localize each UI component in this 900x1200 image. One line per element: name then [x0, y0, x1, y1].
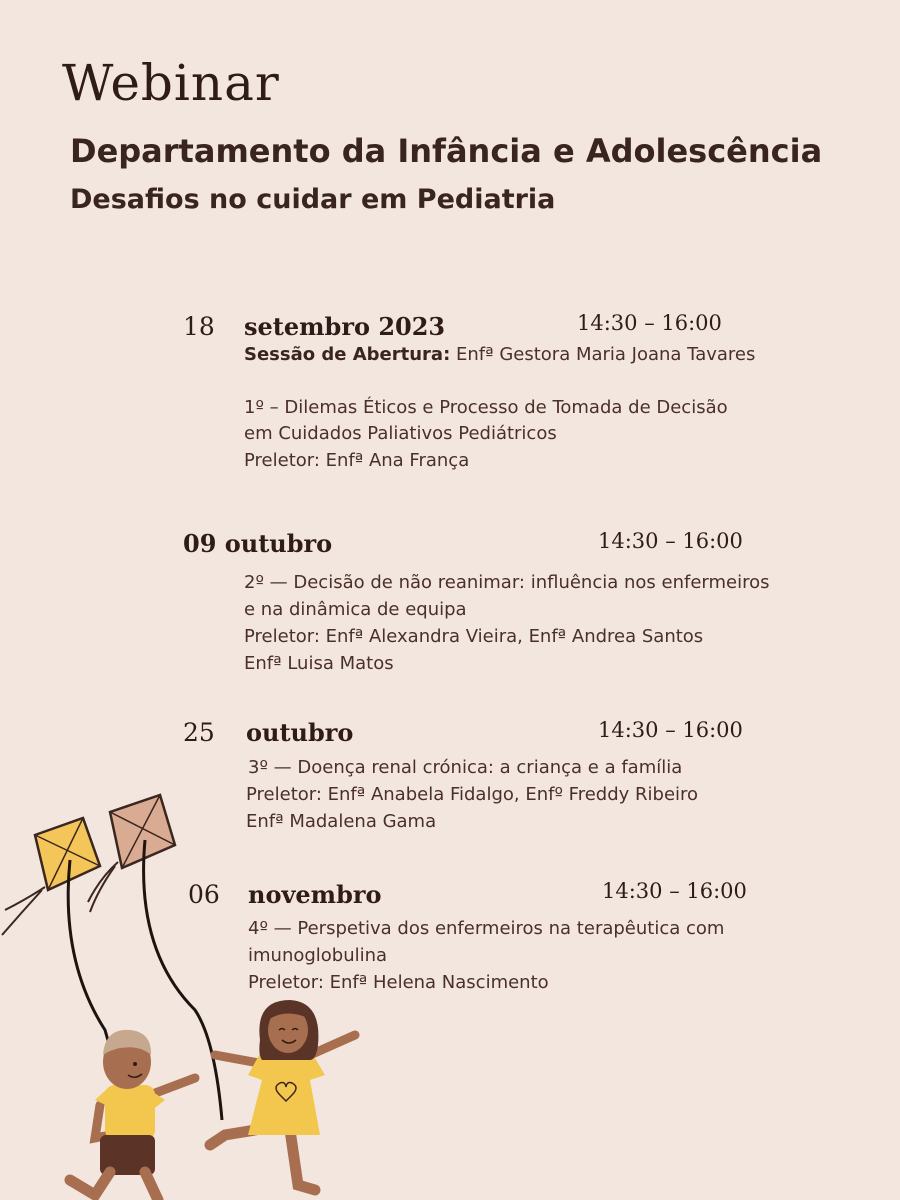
opening-line — [244, 341, 755, 368]
department-heading: Departamento da Infância e Adolescência — [70, 132, 823, 170]
theme-heading: Desafios no cuidar em Pediatria — [70, 184, 556, 215]
session-topic-line: 2º — Decisão de não reanimar: influência nos enfermeiros — [244, 572, 770, 593]
session-speaker-line: Enfª Madalena Gama — [246, 811, 437, 832]
session-date: 09 outubro — [183, 529, 333, 558]
session-speaker-line: Preletor: Enfª Helena Nascimento — [248, 972, 549, 993]
session-month: setembro 2023 — [244, 312, 446, 341]
girl-figure — [210, 1000, 355, 1190]
session-time: 14:30 – 16:00 — [577, 311, 722, 335]
session-day: 18 — [183, 312, 215, 341]
session-speaker-line: Preletor: Enfª Ana França — [244, 450, 470, 471]
session-topic-line: 4º — Perspetiva dos enfermeiros na terapêutica com — [248, 918, 725, 939]
session-time: 14:30 – 16:00 — [602, 879, 747, 903]
session-day: 25 — [183, 718, 215, 747]
session-speaker-line: Preletor: Enfª Alexandra Vieira, Enfª Andrea Santos — [244, 626, 704, 647]
session-topic-line: 1º – Dilemas Éticos e Processo de Tomada de Decisão — [244, 397, 728, 418]
opening-speaker: Enfª Gestora Maria Joana Tavares — [450, 344, 756, 365]
session-month: novembro — [248, 880, 382, 909]
session-time: 14:30 – 16:00 — [598, 529, 743, 553]
session-month: outubro — [246, 718, 354, 747]
page-title: Webinar — [62, 54, 280, 112]
boy-figure — [70, 1030, 195, 1200]
session-speaker-line: Enfª Luisa Matos — [244, 653, 394, 674]
session-day: 06 — [188, 880, 220, 909]
session-time: 14:30 – 16:00 — [598, 718, 743, 742]
session-topic-line: em Cuidados Paliativos Pediátricos — [244, 423, 557, 444]
children-flying-kites-illustration — [0, 780, 380, 1200]
session-topic-line: imunoglobulina — [248, 945, 388, 966]
session-topic-line: 3º — Doença renal crónica: a criança e a família — [248, 757, 683, 778]
session-speaker-line: Preletor: Enfª Anabela Fidalgo, Enfº Freddy Ribeiro — [246, 784, 699, 805]
opening-label: Sessão de Abertura: — [244, 344, 451, 365]
session-topic-line: e na dinâmica de equipa — [244, 599, 467, 620]
kite-tail — [2, 887, 45, 935]
